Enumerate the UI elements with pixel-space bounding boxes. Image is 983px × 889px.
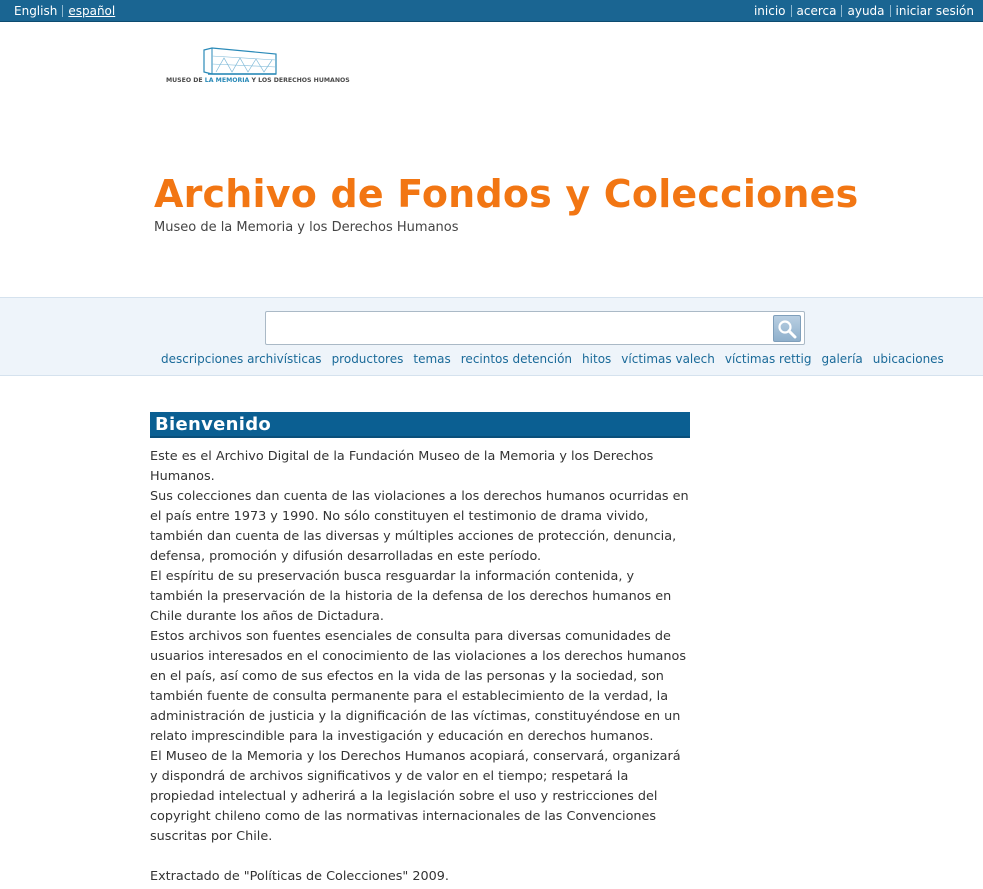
logo-wordmark bbox=[166, 77, 350, 84]
search-band bbox=[0, 297, 983, 376]
welcome-paragraph: El Museo de la Memoria y los Derechos Humanos acopiará, conservará, organizará y dispondrá de archivos significativos y de valor en el tiempo; respetará la propiedad intelectual y adherirá a la legislación sobre el uso y restricciones del copyright chileno como de las normativas internacionales de las Convenciones suscritas por Chile. bbox=[150, 749, 681, 844]
user-links bbox=[754, 4, 974, 18]
welcome-paragraph: El espíritu de su preservación busca resguardar la información contenida, y también la preservación de la historia de la defensa de los derechos humanos en Chile durante los años de Dictadura. bbox=[150, 569, 672, 624]
welcome-section bbox=[150, 412, 690, 887]
language-espanol-link[interactable]: español bbox=[68, 4, 116, 18]
top-bar bbox=[0, 0, 983, 22]
welcome-body bbox=[150, 447, 690, 887]
site-title[interactable]: Archivo de Fondos y Colecciones bbox=[154, 172, 859, 216]
nav-descripciones-archivisticas[interactable]: descripciones archivísticas bbox=[161, 352, 322, 366]
logo-text-part1: MUSEO DE bbox=[166, 77, 205, 84]
logo-text-part2: LA MEMORIA bbox=[204, 77, 250, 84]
search-button[interactable] bbox=[773, 315, 801, 342]
welcome-paragraph: Sus colecciones dan cuenta de las violaciones a los derechos humanos ocurridas en el país entre 1973 y 1990. No sólo constituyen el testimonio de drama vivido, también dan cuenta de las diversas y múltiples acciones de protección, denuncia, defensa, promoción y difusión desarrolladas en este período. bbox=[150, 489, 689, 564]
nav-hitos[interactable]: hitos bbox=[582, 352, 612, 366]
ayuda-link[interactable]: ayuda bbox=[847, 4, 885, 18]
iniciar-sesion-link[interactable]: iniciar sesión bbox=[895, 4, 974, 18]
welcome-paragraph: Este es el Archivo Digital de la Fundación Museo de la Memoria y los Derechos Humanos. bbox=[150, 449, 654, 484]
welcome-heading: Bienvenido bbox=[150, 412, 690, 438]
magnifier-icon bbox=[777, 319, 797, 339]
divider bbox=[841, 5, 842, 17]
search-box bbox=[265, 311, 805, 345]
nav-recintos-detencion[interactable]: recintos detención bbox=[460, 352, 573, 366]
divider bbox=[890, 5, 891, 17]
building-logo-icon bbox=[202, 46, 278, 76]
inicio-link[interactable]: inicio bbox=[753, 4, 786, 18]
logo-text-part3: Y LOS DERECHOS HUMANOS bbox=[249, 77, 350, 84]
welcome-paragraph: Estos archivos son fuentes esenciales de consulta para diversas comunidades de usuarios interesados en el conocimiento de las violaciones a los derechos humanos en el país, así como de sus efectos en la vida de las personas y la sociedad, son también fuente de consulta permanente para el establecimiento de la verdad, la administración de justicia y la dignificación de las víctimas, constituyéndose en un relato imprescindible para la investigación y educación en derechos humanos. bbox=[150, 629, 686, 744]
museum-logo[interactable] bbox=[166, 46, 350, 88]
nav-victimas-valech[interactable]: víctimas valech bbox=[621, 352, 715, 366]
divider bbox=[62, 5, 63, 17]
search-input[interactable] bbox=[270, 315, 770, 341]
nav-productores[interactable]: productores bbox=[331, 352, 404, 366]
divider bbox=[791, 5, 792, 17]
nav-galeria[interactable]: galería bbox=[821, 352, 863, 366]
site-subtitle: Museo de la Memoria y los Derechos Humanos bbox=[154, 220, 459, 235]
nav-temas[interactable]: temas bbox=[413, 352, 451, 366]
nav-victimas-rettig[interactable]: víctimas rettig bbox=[724, 352, 812, 366]
welcome-source: Extractado de "Políticas de Colecciones" 2009. bbox=[150, 869, 449, 884]
language-switcher bbox=[14, 4, 115, 18]
browse-nav bbox=[161, 352, 954, 366]
language-english-link[interactable]: English bbox=[14, 4, 58, 18]
nav-ubicaciones[interactable]: ubicaciones bbox=[872, 352, 944, 366]
acerca-link[interactable]: acerca bbox=[796, 4, 837, 18]
